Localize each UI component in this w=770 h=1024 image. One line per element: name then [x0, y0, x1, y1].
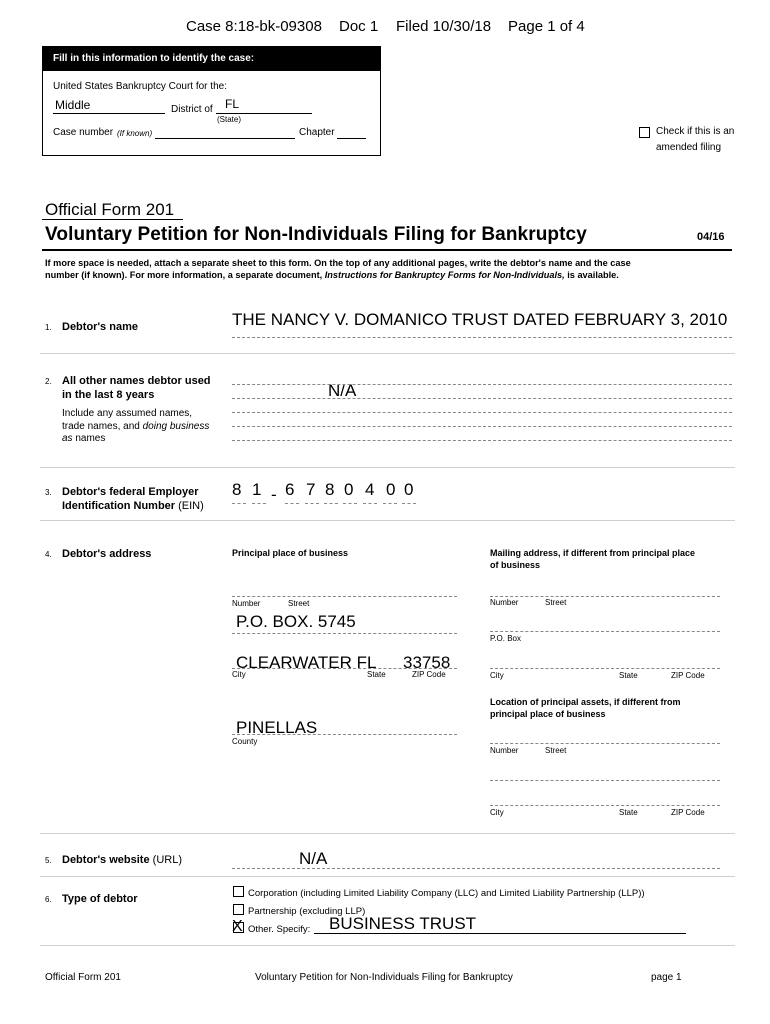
other-names-line4 [232, 426, 732, 427]
district-underline [53, 113, 165, 114]
q2-help-line3: as names [62, 433, 106, 444]
location-city-label: City [490, 808, 504, 817]
mailing-heading-line2: of business [490, 560, 541, 570]
district-value[interactable]: Middle [55, 98, 91, 112]
q2-number: 2. [45, 377, 52, 386]
q3-label-line2: Identification Number (EIN) [62, 500, 204, 512]
ein-digit: 6 [285, 480, 295, 499]
q2-help-line1: Include any assumed names, [62, 408, 193, 419]
form-title: Voluntary Petition for Non-Individuals Filing for Bankruptcy [45, 224, 587, 245]
ein-dash: - [271, 485, 277, 504]
mailing-number-label: Number [490, 598, 519, 607]
ein-digit: 4 [365, 480, 375, 499]
other-names-line5 [232, 440, 732, 441]
filed-date-header: Filed 10/30/18 [396, 18, 492, 35]
q3-divider [40, 520, 735, 521]
website-line [232, 868, 720, 869]
location-heading-line2: principal place of business [490, 709, 606, 719]
location-city-line [490, 805, 720, 806]
principal-city-value[interactable]: CLEARWATER FL [236, 653, 377, 672]
principal-heading: Principal place of business [232, 548, 349, 558]
footer-page: page 1 [651, 972, 682, 983]
q4-number: 4. [45, 550, 52, 559]
mailing-state-label: State [619, 671, 638, 680]
other-names-line2 [232, 398, 732, 399]
case-number-label: Case number [53, 127, 114, 138]
principal-number-label: Number [232, 599, 261, 608]
corporation-checkbox[interactable] [233, 886, 244, 897]
case-number-field[interactable] [155, 138, 295, 139]
q6-divider [40, 945, 735, 946]
mailing-street-line [490, 596, 720, 597]
mailing-pobox-label: P.O. Box [490, 634, 521, 643]
case-identification-banner [43, 47, 380, 71]
amended-checkbox[interactable] [639, 127, 650, 138]
q2-help-line2: trade names, and doing business [62, 421, 210, 432]
q5-label: Debtor's website (URL) [62, 854, 182, 866]
principal-street-value[interactable]: P.O. BOX. 5745 [236, 612, 356, 631]
court-label: United States Bankruptcy Court for the: [53, 81, 227, 92]
mailing-pobox-line [490, 631, 720, 632]
banner-text: Fill in this information to identify the case: [53, 53, 255, 64]
mailing-heading-line1: Mailing address, if different from principal place [490, 548, 696, 558]
chapter-field[interactable] [337, 138, 366, 139]
location-street-line [490, 743, 720, 744]
case-number-hint: (If known) [117, 129, 153, 138]
location-zip-label: ZIP Code [671, 808, 705, 817]
mailing-city-label: City [490, 671, 504, 680]
amended-text-line2: amended filing [656, 142, 722, 153]
other-names-line3 [232, 412, 732, 413]
principal-zip-label: ZIP Code [412, 670, 446, 679]
q2-divider [40, 467, 735, 468]
location-heading-line1: Location of principal assets, if different from [490, 697, 681, 707]
location-number-label: Number [490, 746, 519, 755]
principal-city-line [232, 668, 457, 669]
case-number-header: Case 8:18-bk-09308 [186, 18, 322, 35]
q6-label: Type of debtor [62, 893, 138, 905]
location-state-label: State [619, 808, 638, 817]
principal-street-line2 [232, 633, 457, 634]
instructions-line2: number (if known). For more information, a separate document, Instructions for Bankruptcy Forms for Non-Individuals, is available. [45, 270, 619, 280]
footer-form: Official Form 201 [45, 972, 121, 983]
website-value[interactable]: N/A [299, 849, 328, 868]
case-identification-box [42, 46, 381, 156]
q5-divider [40, 876, 735, 877]
debtor-name-line [232, 337, 732, 338]
doc-number-header: Doc 1 [339, 18, 379, 35]
amended-text-line1: Check if this is an [656, 126, 735, 137]
other-checkmark: X [232, 918, 243, 935]
mailing-street-label: Street [545, 598, 567, 607]
location-street-label: Street [545, 746, 567, 755]
ein-digit: 7 [306, 480, 316, 499]
mailing-zip-label: ZIP Code [671, 671, 705, 680]
principal-street-label: Street [288, 599, 310, 608]
instructions-line1: If more space is needed, attach a separate sheet to this form. On the top of any additional pages, write the debtor's name and the case [45, 258, 631, 268]
ein-digit: 8 [232, 480, 242, 499]
debtor-name-value[interactable]: THE NANCY V. DOMANICO TRUST DATED FEBRUARY 3, 2010 [232, 310, 728, 329]
principal-street-line [232, 596, 457, 597]
ein-digit: 8 [325, 480, 335, 499]
state-value[interactable]: FL [225, 97, 240, 111]
q1-divider [40, 353, 735, 354]
principal-state-label: State [367, 670, 386, 679]
state-underline [216, 113, 312, 114]
q6-number: 6. [45, 895, 52, 904]
q4-label: Debtor's address [62, 548, 152, 560]
footer-title: Voluntary Petition for Non-Individuals Filing for Bankruptcy [255, 972, 513, 983]
q3-label-line1: Debtor's federal Employer [62, 486, 199, 498]
q2-label-line1: All other names debtor used [62, 375, 211, 387]
q5-number: 5. [45, 856, 52, 865]
other-specify-value[interactable]: BUSINESS TRUST [329, 914, 477, 933]
form-version: 04/16 [697, 231, 725, 243]
form-name-underline [42, 219, 183, 220]
q1-label: Debtor's name [62, 321, 138, 333]
principal-zip-value[interactable]: 33758 [403, 653, 451, 672]
option-corporation[interactable]: Corporation (including Limited Liability Company (LLC) and Limited Liability Partnership (LLP)) [233, 886, 645, 899]
location-street-line2 [490, 780, 720, 781]
partnership-checkbox[interactable] [233, 904, 244, 915]
q2-label-line2: in the last 8 years [62, 389, 155, 401]
principal-city-label: City [232, 670, 246, 679]
district-label: District of [171, 104, 213, 115]
county-value[interactable]: PINELLAS [236, 718, 318, 737]
ein-digit: 0 [386, 480, 396, 499]
ein-digit: 1 [252, 480, 262, 499]
option-other[interactable]: Other. Specify: [233, 922, 310, 935]
chapter-label: Chapter [299, 127, 335, 138]
ein-digit: 0 [404, 480, 414, 499]
page-count-header: Page 1 of 4 [508, 18, 585, 35]
other-names-line1 [232, 384, 732, 385]
state-caption: (State) [217, 115, 242, 124]
mailing-city-line [490, 668, 720, 669]
q4-divider [40, 833, 735, 834]
form-name: Official Form 201 [45, 200, 175, 219]
title-rule [42, 249, 732, 251]
q1-number: 1. [45, 323, 52, 332]
q3-number: 3. [45, 488, 52, 497]
county-line [232, 734, 457, 735]
other-specify-line [314, 933, 686, 934]
option-partnership[interactable]: Partnership (excluding LLP) [233, 904, 365, 917]
ein-digit: 0 [344, 480, 354, 499]
county-label: County [232, 737, 258, 746]
other-names-value[interactable]: N/A [328, 381, 357, 400]
